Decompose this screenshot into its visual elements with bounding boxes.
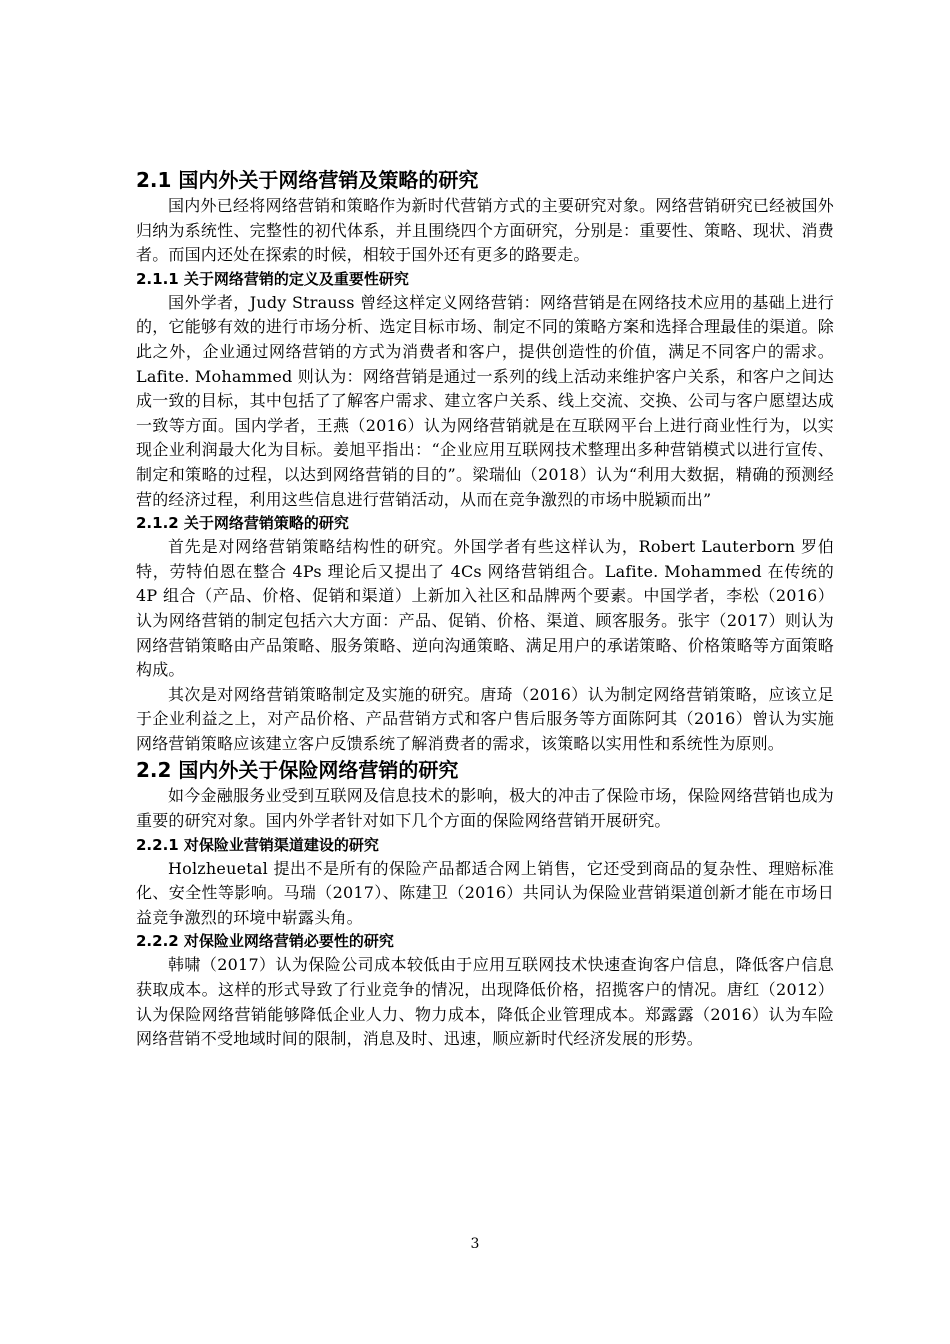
paragraph-2-1-intro: 国内外已经将网络营销和策略作为新时代营销方式的主要研究对象。网络营销研究已经被国外归纳为系统性、完整性的初代体系，并且围绕四个方面研究，分别是：重要性、策略、现状、消费者。而国内还处在探索的时候，相较于国外还有更多的路要走。 [136,196,834,265]
paragraph-2-2-intro: 如今金融服务业受到互联网及信息技术的影响，极大的冲击了保险市场，保险网络营销也成为重要的研究对象。国内外学者针对如下几个方面的保险网络营销开展研究。 [136,786,834,831]
document-body [136,166,834,1052]
page-number: 3 [470,1236,480,1252]
subsection-heading-2-1-2: 2.1.2 关于网络营销策略的研究 [136,514,349,533]
section-heading-2-1: 2.1 国内外关于网络营销及策略的研究 [136,168,479,192]
section-heading-2-2: 2.2 国内外关于保险网络营销的研究 [136,758,459,783]
paragraph-2-2-1: Holzheuetal 提出不是所有的保险产品都适合网上销售，它还受到商品的复杂性、理赔标准化、安全性等影响。马瑞（2017）、陈建卫（2016）共同认为保险业营销渠道创新才能在市场日益竞争激烈的环境中崭露头角。 [136,858,834,927]
paragraph-2-2-2: 韩啸（2017）认为保险公司成本较低由于应用互联网技术快速查询客户信息，降低客户信息获取成本。这样的形式导致了行业竞争的情况，出现降低价格，招揽客户的情况。唐红（2012）认为保险网络营销能够降低企业人力、物力成本，降低企业管理成本。郑露露（2016）认为车险网络营销不受地域时间的限制，消息及时、迅速，顺应新时代经济发展的形势。 [136,955,834,1049]
paragraph-2-1-2-b: 其次是对网络营销策略制定及实施的研究。唐琦（2016）认为制定网络营销策略，应该立足于企业利益之上，对产品价格、产品营销方式和客户售后服务等方面陈阿其（2016）曾认为实施网络营销策略应该建立客户反馈系统了解消费者的需求，该策略以实用性和系统性为原则。 [136,684,834,753]
subsection-heading-2-2-2: 2.2.2 对保险业网络营销必要性的研究 [136,932,394,951]
subsection-heading-2-1-1: 2.1.1 关于网络营销的定义及重要性研究 [136,269,409,288]
subsection-heading-2-2-1: 2.2.1 对保险业营销渠道建设的研究 [136,835,379,854]
paragraph-2-1-1: 国外学者，Judy Strauss 曾经这样定义网络营销：网络营销是在网络技术应用的基础上进行的，它能够有效的进行市场分析、选定目标市场、制定不同的策略方案和选择合理最佳的渠道。除此之外，企业通过网络营销的方式为消费者和客户，提供创造性的价值，满足不同客户的需求。Lafite. Mohammed 则认为：网络营销是通过一系列的线上活动来维护客户关系，和客户之间达成一致的目标，其中包括了了解客户需求、建立客户关系、线上交流、交换、公司与客户愿望达成一致等方面。国内学者，王燕（2016）认为网络营销就是在互联网平台上进行商业性行为，以实现企业利润最大化为目标。姜旭平指出：“企业应用互联网技术整理出多种营销模式以进行宣传、制定和策略的过程，以达到网络营销的目的”。梁瑞仙（2018）认为“利用大数据，精确的预测经营的经济过程，利用这些信息进行营销活动，从而在竞争激烈的市场中脱颖而出” [136,292,834,509]
paragraph-2-1-2-a: 首先是对网络营销策略结构性的研究。外国学者有些这样认为，Robert Lauterborn 罗伯特，劳特伯恩在整合 4Ps 理论后又提出了 4Cs 网络营销组合。Lafite. Mohammed 在传统的 4P 组合（产品、价格、促销和渠道）上新加入社区和品牌两个要素。中国学者，李松（2016）认为网络营销的制定包括六大方面：产品、促销、价格、渠道、顾客服务。张宇（2017）则认为网络营销策略由产品策略、服务策略、逆向沟通策略、满足用户的承诺策略、价格策略等方面策略构成。 [136,537,834,680]
